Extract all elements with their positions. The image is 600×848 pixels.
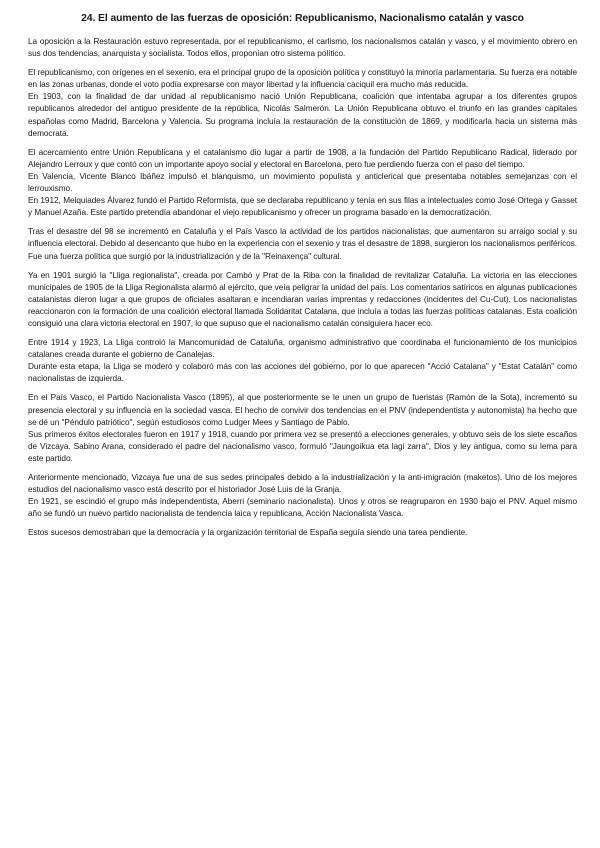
paragraph-union-republicana: En 1903, con la finalidad de dar unidad al republicanismo nació Unión Republicana, coalición que intentaba agrupar a los diferentes grupos republicanos alrededor del antiguo presidente de la república, Nicolás Salmerón. La Unión Republicana obtuvo el triunfo en las grandes capitales españolas como Madrid, Barcelona y Valencia. Su programa incluía la restauración de la constitución de 1869, y modificarla hacia un sistema más democrata. <box>28 92 577 138</box>
paragraph-conclusion: Estos sucesos demostraban que la democracia y la organización territorial de España seguía siendo una tarea pendiente. <box>28 528 468 538</box>
document-title: 24. El aumento de las fuerzas de oposición: Republicanismo, Nacionalismo catalán y vasco <box>81 13 524 24</box>
paragraph-vizcaya: Anteriormente mencionado, Vizcaya fue una de sus sedes principales debido a la industrialización y la anti-imigración (maketos). Uno de los mejores estudios del nacionalismo vasco está descrito por el historiador José Luis de la Granja. <box>28 473 577 495</box>
paragraph-reformist-party: En 1912, Melquiades Álvarez fundó el Partido Reformista, que se declaraba republicano y tenía en sus filas a intelectuales como José Ortega y Gasset y Manuel Azaña. Este partido pretendía abandonar el viejo republicanismo y ofrecer un programa basado en la democratización. <box>28 196 577 218</box>
paragraph-pnv: En el País Vasco, el Partido Nacionalista Vasco (1895), al que posteriormente se le unen un grupo de fueristas (Ramón de la Sota), incrementó su presencia electoral y su influencia en la sociedad vasca. El hecho de convivir dos tendencias en el PNV (independentista y autonomista) ha hecho que se dé un "Péndulo patriótico", según estudiosos como Ludger Mees y Santiago de Pablo. <box>28 393 577 427</box>
paragraph-nationalisms: Tras el desastre del 98 se incrementó en Cataluña y el País Vasco la actividad de los partidos nacionalistas, que aumentaron su arraigo social y su influencia electoral. Debido al desencanto que hubo en la experiencia con el sexenio y tras el desastre de 1898, surgieron los nacionalismos periféricos. Fue una fuerza política que surgió por la industrialización y de la "Reinaxença" cultural. <box>28 227 577 261</box>
paragraph-lliga-regionalista: Ya en 1901 surgió la "Lliga regionalista", creada por Cambó y Prat de la Riba con la finalidad de revitalizar Cataluña. La victoria en las elecciones municipales de 1905 de la Lliga Regionalista alarmó al ejército, que veía peligrar la unidad del país. Los comentarios satíricos en algunas publicaciones catalanistas dieron lugar a que grupos de oficiales asaltaran e incendiaran varias imprentas y redacciones (incidentes del Cu-Cut). Los nacionalistas reaccionaron con la formación de una coalición electoral llamada Solidaritat Catalana, que incluía a todas las fuerzas políticas catalanas. Esta coalición consiguió una clara victoria electoral en 1907, lo que supuso que el nacionalismo catalán consiguiera hacer eco. <box>28 270 577 328</box>
paragraph-radical-party: El acercamiento entre Unión Republicana y el catalanismo dio lugar a partir de 1908, a la fundación del Partido Republicano Radical, liderado por Alejandro Lerroux y que contó con un importante apoyo social y electoral en Barcelona, pero fue perdiendo fuerza con el paso del tiempo. <box>28 147 577 169</box>
paragraph-pnv-successes: Sus primeros éxitos electorales fueron en 1917 y 1918, cuando por primera vez se presentó a elecciones generales, y obtuvo seis de los siete escaños de Vizcaya. Sabino Arana, considerado el padre del nacionalismo vasco, formuló "Jaungoikua eta lagi zarra", Dios y ley antigua, como su lema para este partido. <box>28 429 577 463</box>
paragraph-opposition-intro: La oposición a la Restauración estuvo representada, por el republicanismo, el carlismo, los nacionalismos catalán y vasco, y el movimiento obrero en sus dos tendencias, anarquista y socialista. Todos ellos, proponían otro sistema político. <box>28 37 577 59</box>
document-page <box>28 12 577 546</box>
paragraph-lliga-moderation: Durante esta etapa, la Lliga se moderó y colaboró más con las acciones del gobierno, por lo que aparecen "Acció Catalana" y "Estat Catalán" como nacionalistas de izquierda. <box>28 362 577 384</box>
paragraph-mancomunidad: Entre 1914 y 1923, La Lliga controló la Mancomunidad de Cataluña, organismo administrativo que coordinaba el funcionamiento de los municipios catalanes creada durante el gobierno de Canalejas. <box>28 338 577 360</box>
paragraph-republicanism: El republicanismo, con orígenes en el sexenio, era el principal grupo de la oposición política y constituyó la minoría parlamentaria. Su fuerza era notable en las zonas urbanas, donde el voto podía expresarse con mayor libertad y la influencia caciquil era mucho más reducida. <box>28 68 577 90</box>
paragraph-blanquismo: En Valencia, Vicente Blanco Ibáñez impulsó el blanquismo, un movimiento populista y anticlerical que presentaba notables semejanzas con el lerrouxismo. <box>28 171 577 194</box>
paragraph-aberri: En 1921, se escindió el grupo más independentista, Aberri (seminario nacionalista). Unos y otros se reagruparon en 1930 bajo el PNV. Aquel mismo año se fundó un nuevo partido nacionalista de tendencia laica y republicana, Acción Nacionalista Vasca. <box>28 497 577 519</box>
